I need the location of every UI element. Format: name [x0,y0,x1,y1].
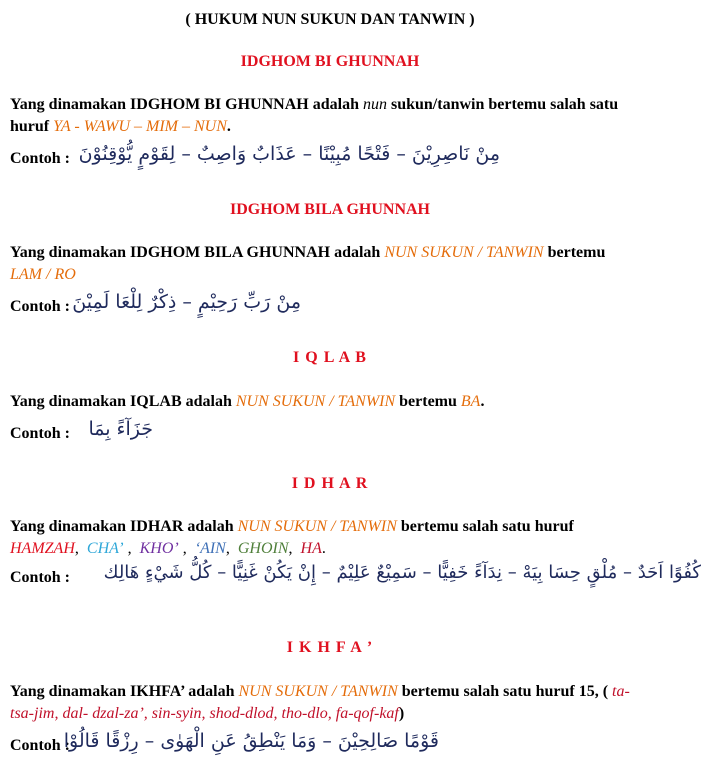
letters-highlight: ta- [612,683,630,700]
text: . [480,393,485,410]
letter-ha: HA [300,540,322,557]
definition-line [10,518,574,536]
text: bertemu [543,244,606,261]
text-highlight: NUN SUKUN / TANWIN [238,683,398,700]
letters-list: HAMZAH, CHA’ , KHO’ , ‘AIN, GHOIN, HA. [10,540,326,557]
arabic-example: مِنْ نَاصِرِيْنَ – فَتْحًا مُبِيْنًا – عَذَابٌ وَاصِبٌ – لِقَوْمٍ يُّوْقِنُوْنَ [78,143,500,165]
text: . [226,118,231,135]
definition-line [10,705,404,723]
letter-hamzah: HAMZAH [10,540,75,557]
definition-line [10,118,231,136]
text: bertemu salah satu huruf 15, ( [397,683,613,700]
heading-iqlab: I Q L A B [293,349,367,366]
text-italic: nun [362,96,387,113]
definition-line [10,96,618,114]
contoh-label: Contoh : [10,737,71,754]
heading-idhar: I D H A R [291,475,369,492]
letters-highlight: tsa-jim, dal- dzal-za’, sin-syin, shod-dlod, tho-dlo, fa-qof-kaf [10,705,399,722]
text-highlight: NUN SUKUN / TANWIN [235,393,396,410]
contoh-label: Contoh : [10,569,71,586]
heading-idghom-bi-ghunnah: IDGHOM BI GHUNNAH [240,53,420,70]
definition-line [10,266,76,284]
arabic-example: كُفُوًا اَحَدٌ – مُلْقٍ حِسَا بِيَهْ – نِدَآءً خَفِيًّا – سَمِيْعٌ عَلِيْمٌ – إِنْ يَكُنْ غَنِيًّا – كُلُّ شَيْءٍ هَالِك [103,562,701,583]
document-title: ( HUKUM NUN SUKUN DAN TANWIN ) [185,11,475,28]
contoh-label: Contoh : [10,150,71,167]
definition-line [10,393,484,411]
letters-highlight: BA [460,393,481,410]
text: Yang dinamakan IDHAR adalah [10,518,238,535]
letter-ain: ‘AIN [194,540,226,557]
text: bertemu salah satu huruf [396,518,574,535]
heading-idghom-bila-ghunnah: IDGHOM BILA GHUNNAH [229,201,430,218]
arabic-example: قَوْمًا صَالِحِيْنَ – وَمَا يَنْطِقُ عَنِ الْهَوٰى – رِزْقًا قَالُوْا [63,730,439,752]
text: Yang dinamakan IDGHOM BILA GHUNNAH adalah [10,244,385,261]
definition-line [10,683,630,701]
text: Yang dinamakan IQLAB adalah [10,393,236,410]
contoh-label: Contoh : [10,425,71,442]
letter-cha: CHA’ [86,540,124,557]
text: huruf [10,118,54,135]
text: sukun/tanwin bertemu salah satu [386,96,619,113]
text: ) [398,705,405,722]
text: Yang dinamakan IDGHOM BI GHUNNAH adalah [10,96,363,113]
arabic-example: جَزَآءً بِمَا [88,418,153,440]
text: Yang dinamakan IKHFA’ adalah [10,683,239,700]
contoh-label: Contoh : [10,298,71,315]
letter-kho: KHO’ [139,540,179,557]
text-highlight: NUN SUKUN / TANWIN [237,518,397,535]
letters-highlight: YA - WAWU – MIM – NUN [53,118,227,135]
letter-ghoin: GHOIN [237,540,289,557]
arabic-example: مِنْ رَبِّ رَحِيْمٍ – ذِكْرٌ لِلْعَا لَمِيْنَ [72,291,301,313]
definition-line [10,244,605,262]
letters-highlight: LAM / RO [10,266,76,283]
text-highlight: NUN SUKUN / TANWIN [384,244,544,261]
heading-ikhfa: I K H F A ’ [286,639,374,656]
text: bertemu [395,393,461,410]
